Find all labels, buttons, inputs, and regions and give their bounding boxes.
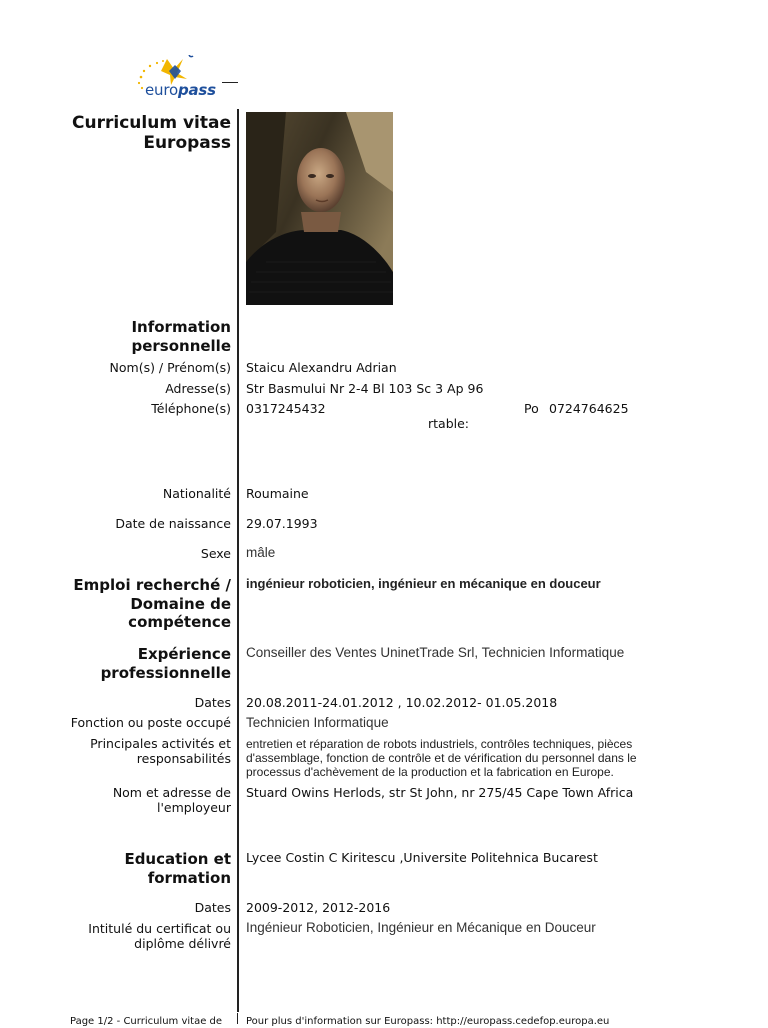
title-line-2: Europass — [143, 133, 231, 153]
logo-underline — [222, 82, 238, 83]
footer-page-info: Page 1/2 - Curriculum vitae de — [70, 1016, 223, 1027]
education-heading-text: Education et formation — [124, 850, 231, 887]
activities-label-text: Principales activités et responsabilités — [90, 736, 231, 766]
nationality-value: Roumaine — [246, 486, 309, 501]
sex-label: Sexe — [200, 546, 231, 561]
education-summary: Lycee Costin C Kiritescu ,Universite Politehnica Bucarest — [246, 850, 598, 865]
phone-value: 0317245432 — [246, 401, 326, 416]
address-value: Str Basmului Nr 2-4 Bl 103 Sc 3 Ap 96 — [246, 381, 484, 396]
column-divider — [237, 109, 239, 1012]
experience-heading — [91, 645, 231, 682]
portrait-image — [246, 112, 393, 305]
profile-photo — [246, 112, 393, 305]
desired-job-heading — [63, 576, 231, 632]
footer-divider — [237, 1013, 238, 1024]
experience-summary: Conseiller des Ventes UninetTrade Srl, Technicien Informatique — [246, 645, 625, 660]
personal-heading-text: Information personnelle — [131, 318, 231, 355]
europass-logo — [133, 55, 239, 105]
address-label: Adresse(s) — [165, 381, 231, 396]
experience-dates-value: 20.08.2011-24.01.2012 , 10.02.2012- 01.05.2018 — [246, 695, 558, 710]
phone-label: Téléphone(s) — [151, 401, 231, 416]
footer-europass-info: Pour plus d'information sur Europass: http://europass.cedefop.europa.eu — [246, 1016, 610, 1027]
name-value: Staicu Alexandru Adrian — [246, 360, 397, 375]
title-line-1: Curriculum vitae — [72, 113, 231, 133]
activities-label — [63, 736, 231, 766]
personal-info-heading — [111, 318, 231, 355]
education-dates-label: Dates — [194, 900, 231, 915]
activities-value: entretien et réparation de robots industriels, contrôles techniques, pièces d'assemblage, fonction de contrôle et de vérification du personnel dans le processus d'achèvement de la production et la fabrication en Europe. — [246, 737, 637, 779]
sex-value: mâle — [246, 545, 276, 560]
mobile-value: 0724764625 — [549, 401, 629, 416]
birthdate-value: 29.07.1993 — [246, 516, 318, 531]
experience-dates-label: Dates — [194, 695, 231, 710]
employer-label-text: Nom et adresse de l'employeur — [112, 785, 231, 815]
position-label: Fonction ou poste occupé — [70, 715, 231, 730]
desired-job-heading-text: Emploi recherché / Domaine de compétence — [73, 576, 231, 631]
position-value: Technicien Informatique — [246, 715, 389, 730]
logo-prefix: euro — [145, 81, 178, 99]
employer-label — [106, 785, 231, 815]
nationality-label: Nationalité — [162, 486, 231, 501]
employer-value: Stuard Owins Herlods, str St John, nr 275/45 Cape Town Africa — [246, 785, 634, 800]
name-label: Nom(s) / Prénom(s) — [109, 360, 231, 375]
education-dates-value: 2009-2012, 2012-2016 — [246, 900, 391, 915]
logo-suffix: pass — [177, 81, 216, 99]
page-title — [72, 113, 231, 153]
experience-heading-text: Expérience professionnelle — [100, 645, 231, 682]
desired-job-value: ingénieur roboticien, ingénieur en mécanique en douceur — [246, 576, 601, 591]
education-heading — [119, 850, 231, 887]
diploma-label-text: Intitulé du certificat ou diplôme délivré — [88, 921, 231, 951]
mobile-label-part1: Po — [524, 401, 539, 416]
diploma-label — [81, 921, 231, 951]
birthdate-label: Date de naissance — [115, 516, 231, 531]
mobile-label-part2: rtable: — [428, 416, 470, 431]
diploma-value: Ingénieur Roboticien, Ingénieur en Mécanique en Douceur — [246, 920, 596, 935]
